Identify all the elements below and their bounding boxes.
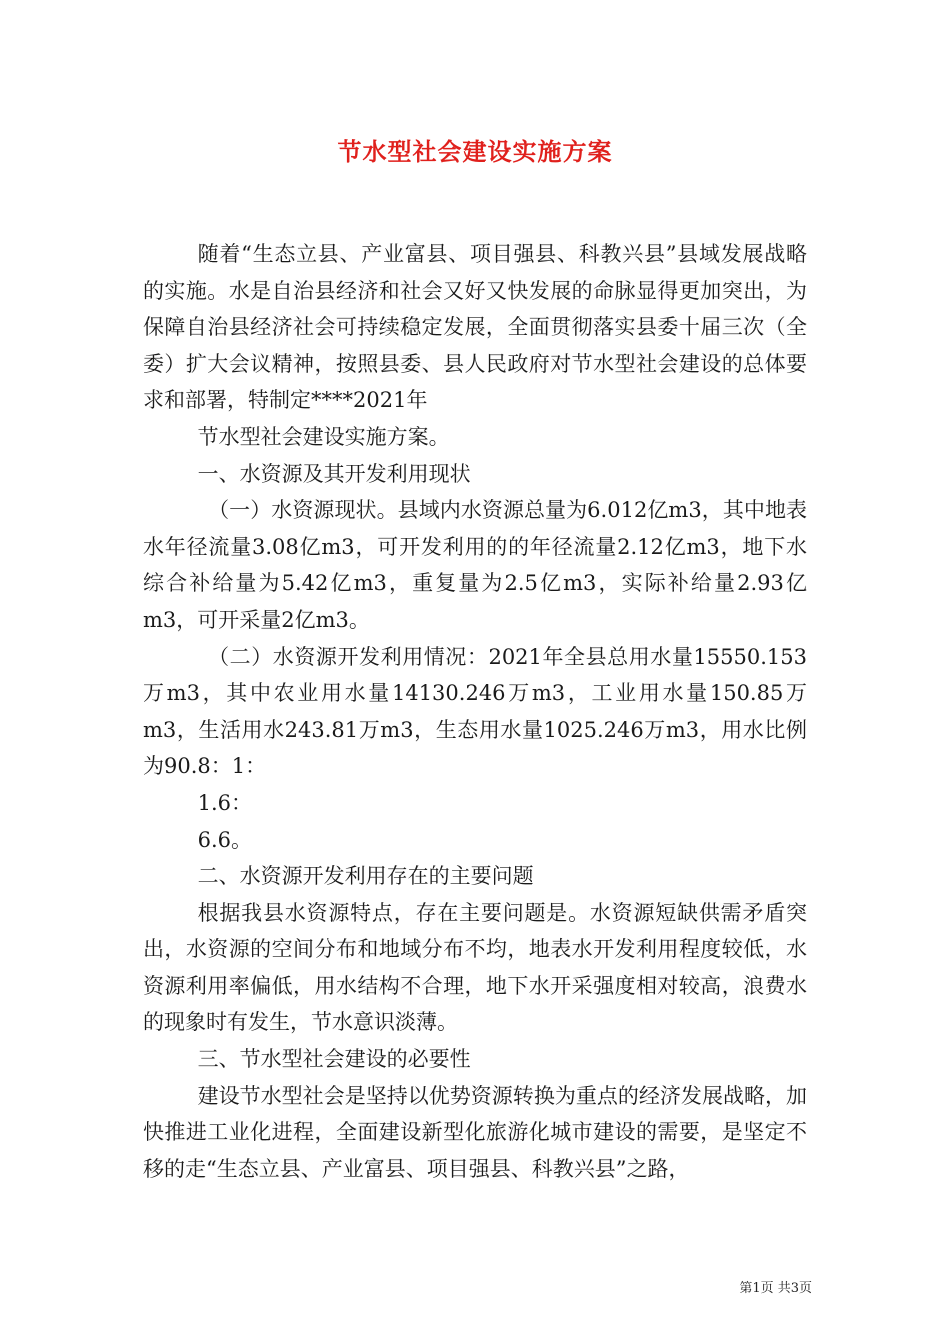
subsection-water-usage: （二）水资源开发利用情况：2021年全县总用水量15550.153万m3，其中农业用水量14130.246万m3，工业用水量150.85万m3，生活用水243.81万m3，生态用水量1025.246万m3，用水比例为90.8：1： <box>143 644 807 779</box>
section-heading-2: 二、水资源开发利用存在的主要问题 <box>197 864 534 889</box>
page-number: 第1页 共3页 <box>739 1281 812 1296</box>
subsection-water-status: （一）水资源现状。县域内水资源总量为6.012亿m3，其中地表水年径流量3.08亿m3，可开发利用的的年径流量2.12亿m3，地下水综合补给量为5.42亿m3，重复量为2.5亿m3，实际补给量2.93亿m3，可开采量2亿m3。 <box>143 498 807 632</box>
paragraph-intro-cont: 节水型社会建设实施方案。 <box>197 424 450 449</box>
paragraph-ratio-2: 6.6。 <box>197 827 252 852</box>
paragraph-necessity: 建设节水型社会是坚持以优势资源转换为重点的经济发展战略，加快推进工业化进程，全面建设新型化旅游化城市建设的需要，是坚定不移的走“生态立县、产业富县、项目强县、科教兴县”之路， <box>143 1083 807 1181</box>
document-title: 节水型社会建设实施方案 <box>337 137 613 166</box>
paragraph-problems: 根据我县水资源特点，存在主要问题是。水资源短缺供需矛盾突出，水资源的空间分布和地域分布不均，地表水开发利用程度较低，水资源利用率偏低，用水结构不合理，地下水开采强度相对较高，浪费水的现象时有发生，节水意识淡薄。 <box>143 900 807 1035</box>
paragraph-ratio-1: 1.6： <box>197 790 252 815</box>
section-heading-3: 三、节水型社会建设的必要性 <box>197 1047 471 1072</box>
paragraph-intro: 随着“生态立县、产业富县、项目强县、科教兴县”县域发展战略的实施。水是自治县经济和社会又好又快发展的命脉显得更加突出，为保障自治县经济社会可持续稳定发展，全面贯彻落实县委十届三次（全委）扩大会议精神，按照县委、县人民政府对节水型社会建设的总体要求和部署，特制定****2021年 <box>143 242 807 413</box>
section-heading-1: 一、水资源及其开发利用现状 <box>197 461 471 486</box>
document-body <box>143 236 807 1187</box>
